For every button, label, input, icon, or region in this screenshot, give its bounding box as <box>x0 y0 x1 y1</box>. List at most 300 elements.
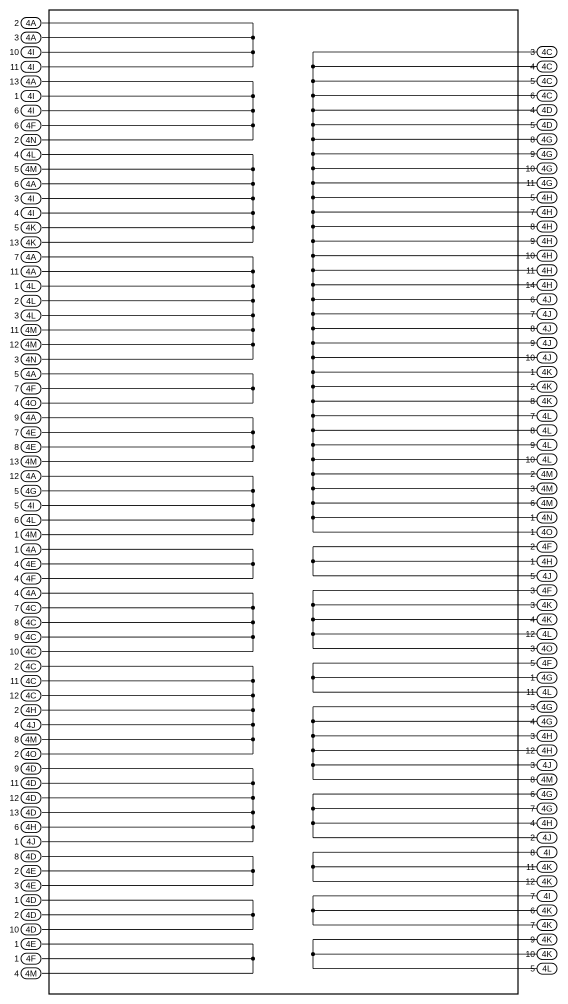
left-row <box>14 398 41 409</box>
right-row <box>526 163 557 174</box>
left-row <box>14 120 41 131</box>
pin-number: 10 <box>525 454 535 465</box>
net <box>311 663 538 692</box>
pin-number: 3 <box>14 32 19 43</box>
left-row <box>14 310 41 321</box>
connector-code: 4K <box>25 237 37 248</box>
pin-number: 3 <box>14 880 19 891</box>
pin-number: 5 <box>530 192 535 203</box>
connector-code: 4C <box>25 617 37 628</box>
pin-number: 1 <box>530 512 535 523</box>
pin-number: 3 <box>530 47 535 57</box>
pin-number: 5 <box>530 76 535 87</box>
left-row <box>14 544 41 555</box>
pin-number: 6 <box>14 822 19 833</box>
connector-code: 4C <box>25 675 37 686</box>
connector-code: 4K <box>541 396 553 407</box>
junction-dot <box>251 299 255 303</box>
right-row <box>530 367 557 378</box>
pin-number: 4 <box>14 558 19 569</box>
pin-number: 3 <box>530 483 535 494</box>
pin-number: 12 <box>9 792 19 803</box>
connector-code: 4L <box>542 687 552 698</box>
junction-dot <box>311 225 315 229</box>
junction-dot <box>311 472 315 476</box>
connector-code: 4A <box>25 18 37 28</box>
connector-code: 4O <box>541 643 553 654</box>
pin-number: 8 <box>14 734 19 745</box>
pin-number: 7 <box>14 602 19 613</box>
net <box>42 81 255 139</box>
junction-dot <box>251 869 255 873</box>
connector-code: 4F <box>26 383 36 394</box>
pin-number: 2 <box>14 749 19 759</box>
left-row <box>14 558 41 569</box>
junction-dot <box>311 734 315 738</box>
net <box>42 257 255 359</box>
connector-code: 4F <box>542 658 552 669</box>
net <box>311 590 538 648</box>
connector-code: 4F <box>542 585 552 596</box>
right-row <box>530 803 557 814</box>
left-row <box>10 47 41 58</box>
connector-code: 4G <box>541 177 553 188</box>
right-row <box>530 905 557 916</box>
right-row <box>530 527 557 538</box>
junction-dot <box>311 487 315 491</box>
connector-code: 4J <box>542 570 552 581</box>
connector-code: 4H <box>541 279 553 290</box>
left-row <box>10 690 41 701</box>
connector-code: 4C <box>541 61 553 72</box>
left-nets <box>42 23 255 973</box>
right-row <box>530 134 557 145</box>
junction-dot <box>311 65 315 69</box>
junction-dot <box>251 445 255 449</box>
left-row <box>10 778 41 789</box>
junction-dot <box>311 210 315 214</box>
right-row <box>530 148 557 159</box>
junction-dot <box>311 283 315 287</box>
net <box>42 549 255 578</box>
pin-number: 8 <box>530 396 535 407</box>
left-row <box>14 32 41 43</box>
right-row <box>526 876 557 887</box>
right-row <box>530 381 557 392</box>
diagram-frame <box>49 10 518 994</box>
connector-code: 4I <box>543 890 551 901</box>
connector-code: 4A <box>25 76 37 87</box>
right-row <box>530 599 557 610</box>
connector-code: 4J <box>542 759 552 770</box>
pin-number: 8 <box>530 221 535 232</box>
net <box>42 666 255 754</box>
left-row <box>14 354 41 365</box>
pin-number: 5 <box>530 119 535 130</box>
connector-code: 4K <box>25 222 37 233</box>
pin-number: 2 <box>14 865 19 876</box>
left-row <box>10 61 41 72</box>
connector-code: 4J <box>542 323 552 334</box>
net <box>311 940 538 969</box>
pin-number: 5 <box>14 222 19 233</box>
connector-code: 4G <box>541 701 553 712</box>
junction-dot <box>311 254 315 258</box>
connector-code: 4H <box>541 250 553 261</box>
connector-code: 4G <box>541 716 553 727</box>
junction-dot <box>251 123 255 127</box>
connector-code: 4H <box>541 730 553 741</box>
left-row <box>14 18 41 29</box>
junction-dot <box>311 632 315 636</box>
pin-number: 11 <box>526 861 535 872</box>
pin-number: 3 <box>530 759 535 770</box>
left-row <box>14 617 41 628</box>
junction-dot <box>251 50 255 54</box>
net <box>42 23 255 67</box>
right-row <box>530 192 557 203</box>
pin-number: 10 <box>525 250 535 261</box>
right-row <box>530 701 557 712</box>
junction-dot <box>251 913 255 917</box>
left-row <box>14 661 41 672</box>
junction-dot <box>311 821 315 825</box>
connector-code: 4F <box>26 573 36 584</box>
net <box>42 374 255 403</box>
right-row <box>530 90 557 101</box>
right-row <box>526 250 557 261</box>
pin-number: 10 <box>525 352 535 363</box>
pin-number: 13 <box>9 237 19 248</box>
pin-number: 2 <box>14 909 19 920</box>
pin-number: 12 <box>525 629 535 639</box>
pin-number: 4 <box>14 588 19 599</box>
pin-number: 11 <box>526 687 535 698</box>
right-row <box>526 352 557 363</box>
connector-code: 4M <box>25 734 37 745</box>
left-row <box>14 836 41 847</box>
connector-code: 4G <box>541 148 553 159</box>
pin-number: 7 <box>530 410 535 421</box>
connector-code: 4A <box>25 544 37 555</box>
junction-dot <box>311 719 315 723</box>
connector-code: 4G <box>541 134 553 145</box>
pin-number: 12 <box>525 876 535 887</box>
right-row <box>530 105 557 116</box>
pin-number: 10 <box>9 924 19 935</box>
right-row <box>530 789 557 800</box>
left-row <box>14 485 41 496</box>
junction-dot <box>251 723 255 727</box>
pin-number: 7 <box>530 207 535 218</box>
connector-code: 4G <box>25 485 37 496</box>
connector-code: 4J <box>542 832 552 843</box>
connector-code: 4A <box>25 32 37 43</box>
connector-code: 4A <box>25 368 37 379</box>
pin-number: 1 <box>14 953 19 964</box>
net <box>311 794 538 838</box>
left-row <box>14 588 41 599</box>
junction-dot <box>251 825 255 829</box>
right-nets <box>311 52 538 969</box>
connector-code: 4H <box>541 236 553 247</box>
connector-code: 4D <box>541 119 553 130</box>
junction-dot <box>251 36 255 40</box>
pin-number: 2 <box>14 18 19 28</box>
connector-code: 4K <box>541 920 553 930</box>
pin-number: 5 <box>14 485 19 496</box>
junction-dot <box>311 268 315 272</box>
connector-code: 4C <box>25 602 37 613</box>
net <box>311 52 538 532</box>
pin-number: 6 <box>14 120 19 131</box>
pin-number: 11 <box>526 177 535 188</box>
junction-dot <box>251 387 255 391</box>
right-row <box>530 323 557 334</box>
left-row <box>10 325 41 336</box>
left-row <box>14 134 41 145</box>
right-row <box>526 629 557 640</box>
junction-dot <box>251 167 255 171</box>
connector-code: 4A <box>25 412 37 423</box>
junction-dot <box>311 676 315 680</box>
connector-code: 4G <box>541 672 553 683</box>
pin-number: 9 <box>530 439 535 450</box>
left-row <box>14 822 41 833</box>
pin-number: 8 <box>530 774 535 785</box>
left-row <box>14 968 41 979</box>
pin-number: 4 <box>530 61 535 72</box>
pin-number: 6 <box>530 90 535 101</box>
connector-code: 4M <box>25 339 37 350</box>
left-row <box>14 573 41 584</box>
junction-dot <box>311 952 315 956</box>
pin-number: 4 <box>14 573 19 584</box>
connector-code: 4H <box>541 556 553 567</box>
connector-code: 4J <box>542 352 552 363</box>
net <box>42 155 255 243</box>
right-row <box>530 541 557 552</box>
net <box>42 944 255 973</box>
left-row <box>14 281 41 292</box>
left-row <box>14 178 41 189</box>
pin-number: 2 <box>530 832 535 843</box>
connector-code: 4M <box>25 529 37 540</box>
left-row <box>14 251 41 262</box>
left-pin-labels <box>10 18 41 979</box>
right-row <box>530 934 557 945</box>
junction-dot <box>251 708 255 712</box>
connector-code: 4K <box>541 614 553 625</box>
left-row <box>14 441 41 452</box>
junction-dot <box>311 341 315 345</box>
junction-dot <box>251 518 255 522</box>
connector-code: 4M <box>541 468 553 479</box>
junction-dot <box>251 94 255 98</box>
junction-dot <box>311 181 315 185</box>
connector-code: 4I <box>27 61 35 72</box>
left-row <box>14 880 41 891</box>
left-row <box>14 719 41 730</box>
junction-dot <box>251 781 255 785</box>
pin-number: 1 <box>14 91 19 102</box>
left-row <box>10 339 41 350</box>
left-row <box>14 895 41 906</box>
left-row <box>14 164 41 175</box>
junction-dot <box>311 559 315 563</box>
connector-code: 4H <box>541 192 553 203</box>
pin-number: 12 <box>9 339 19 350</box>
junction-dot <box>251 620 255 624</box>
connector-code: 4L <box>26 515 36 526</box>
connector-code: 4J <box>542 294 552 305</box>
pin-number: 2 <box>14 705 19 716</box>
left-row <box>14 412 41 423</box>
pin-number: 1 <box>14 281 19 292</box>
right-row <box>530 512 557 523</box>
pin-number: 8 <box>530 323 535 334</box>
right-row <box>530 236 557 247</box>
connector-code: 4D <box>25 909 37 920</box>
connector-code: 4K <box>541 367 553 378</box>
right-row <box>530 439 557 450</box>
connector-code: 4E <box>25 427 37 438</box>
junction-dot <box>311 356 315 360</box>
right-row <box>530 483 557 494</box>
connector-code: 4M <box>25 325 37 336</box>
junction-dot <box>311 516 315 520</box>
connector-code: 4N <box>25 354 37 365</box>
pin-number: 2 <box>14 661 19 672</box>
connector-code: 4D <box>25 807 37 818</box>
connector-code: 4D <box>25 763 37 774</box>
junction-dot <box>251 430 255 434</box>
left-row <box>14 865 41 876</box>
right-row <box>530 759 557 770</box>
net <box>42 900 255 929</box>
connector-code: 4G <box>541 803 553 814</box>
junction-dot <box>251 343 255 347</box>
connector-code: 4L <box>26 295 36 306</box>
pin-number: 1 <box>530 367 535 378</box>
left-row <box>14 208 41 219</box>
left-row <box>10 237 41 248</box>
pin-number: 3 <box>14 354 19 365</box>
connector-code: 4M <box>25 968 37 979</box>
pin-number: 10 <box>525 949 535 960</box>
pin-number: 4 <box>14 968 19 979</box>
net <box>42 856 255 885</box>
right-row <box>530 207 557 218</box>
left-row <box>14 500 41 511</box>
right-row <box>526 265 557 276</box>
left-row <box>14 909 41 920</box>
connector-code: 4I <box>27 105 35 116</box>
connector-code: 4H <box>541 265 553 276</box>
net <box>42 769 255 842</box>
connector-code: 4K <box>541 599 553 610</box>
left-row <box>14 763 41 774</box>
pin-number: 6 <box>14 515 19 526</box>
connector-code: 4L <box>26 310 36 321</box>
connector-code: 4M <box>541 498 553 509</box>
junction-dot <box>251 606 255 610</box>
connector-code: 4K <box>541 934 553 945</box>
left-row <box>14 193 41 204</box>
left-row <box>10 807 41 818</box>
connector-code: 4E <box>25 865 37 876</box>
junction-dot <box>251 957 255 961</box>
right-row <box>530 672 557 683</box>
pin-number: 1 <box>14 544 19 555</box>
pin-number: 2 <box>530 381 535 392</box>
junction-dot <box>251 270 255 274</box>
pin-number: 6 <box>14 178 19 189</box>
junction-dot <box>251 796 255 800</box>
connector-code: 4G <box>541 163 553 174</box>
connector-code: 4D <box>25 778 37 789</box>
right-row <box>530 643 557 654</box>
left-row <box>14 705 41 716</box>
connector-code: 4J <box>26 719 36 730</box>
junction-dot <box>251 489 255 493</box>
junction-dot <box>311 326 315 330</box>
connector-code: 4L <box>542 425 552 436</box>
pin-number: 3 <box>14 310 19 321</box>
junction-dot <box>251 737 255 741</box>
junction-dot <box>311 196 315 200</box>
pin-number: 7 <box>14 427 19 438</box>
connector-code: 4H <box>541 221 553 232</box>
junction-dot <box>251 284 255 288</box>
pin-number: 1 <box>530 527 535 538</box>
pin-number: 5 <box>530 570 535 581</box>
junction-dot <box>251 679 255 683</box>
pin-number: 12 <box>9 471 19 482</box>
left-row <box>14 734 41 745</box>
connector-code: 4K <box>541 905 553 916</box>
pin-number: 13 <box>9 76 19 87</box>
connector-code: 4K <box>541 381 553 392</box>
pin-number: 11 <box>10 675 19 686</box>
connector-code: 4M <box>25 456 37 467</box>
right-row <box>530 425 557 436</box>
connector-code: 4L <box>542 439 552 450</box>
left-row <box>10 675 41 686</box>
junction-dot <box>311 385 315 389</box>
pin-number: 7 <box>14 251 19 262</box>
right-row <box>530 119 557 130</box>
right-row <box>526 949 557 960</box>
connector-code: 4C <box>25 661 37 672</box>
connector-code: 4F <box>26 953 36 964</box>
right-row <box>530 614 557 625</box>
junction-dot <box>311 414 315 418</box>
connector-code: 4H <box>541 818 553 829</box>
connector-code: 4G <box>541 789 553 800</box>
left-row <box>14 105 41 116</box>
right-row <box>530 556 557 567</box>
connector-code: 4A <box>25 471 37 482</box>
right-row <box>530 294 557 305</box>
junction-dot <box>311 908 315 912</box>
connector-code: 4H <box>541 207 553 218</box>
pin-number: 9 <box>530 934 535 945</box>
pin-number: 4 <box>14 398 19 409</box>
pin-number: 7 <box>530 920 535 930</box>
connector-code: 4J <box>542 338 552 348</box>
pin-number: 11 <box>526 265 535 276</box>
